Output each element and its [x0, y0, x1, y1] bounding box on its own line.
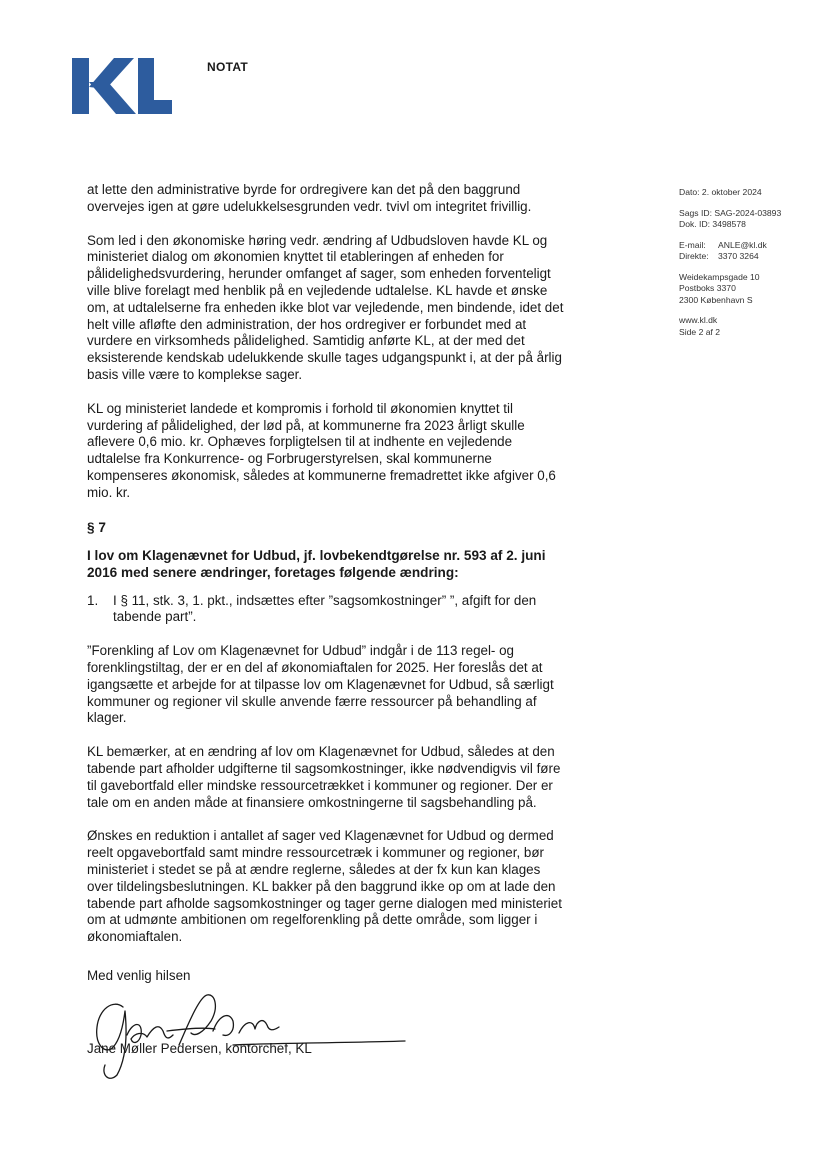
phone-value: 3370 3264 [718, 251, 759, 261]
case-id: Sags ID: SAG-2024-03893 [679, 207, 782, 218]
date-line: Dato: 2. oktober 2024 [679, 187, 762, 197]
letter-body [87, 182, 565, 1065]
sidebar-details [679, 187, 819, 347]
phone-label: Direkte: [679, 251, 709, 261]
address-line: Weidekampsgade 10 [679, 271, 760, 282]
email-row [679, 240, 819, 252]
paragraph: KL og ministeriet landede et kompromis i forhold til økonomien knyttet til vurdering af pålidelighed, der lød på, at kommunerne fra 2023 årligt skulle aflevere 0,6 mio. kr. Ophæves forpligtelsen til at indhente en vejledende udtalelse fra Konkurrence- og Forbrugerstyrelsen, skal kommunerne kompenseres økonomisk, således at kommunerne fremadrettet ikke afgiver 0,6 mio. kr. [87, 400, 556, 500]
paragraph: Som led i den økonomiske høring vedr. ændring af Udbudsloven havde KL og ministeriet dialog om økonomien knyttet til etableringen af enheden for pålidelighedsvurdering, herunder omfanget af sager, som enheden forventeligt ville blive forelagt med henblik på en vejledende udtalelse. KL havde et ønske om, at udtalelserne fra enheden ikke blot var vejledende, men bindende, idet det helt ville afløfte den administration, der hos ordregiver er forbundet med at vurdere en virksomheds pålidelighed. Samtidig anførte KL, at der med det eksisterende kendskab udelukkende skulle tages udgangspunkt i, at der på årlig basis ville være to komplekse sager. [87, 232, 564, 382]
amendment-item [87, 593, 565, 627]
address-line: Postboks 3370 [679, 283, 736, 293]
closing: Med venlig hilsen [87, 967, 191, 983]
section-title: I lov om Klagenævnet for Udbud, jf. lovbekendtgørelse nr. 593 af 2. juni 2016 med senere ændringer, foretages følgende ændring: [87, 547, 546, 580]
signature-block [87, 989, 565, 1065]
kl-logo-graphic [72, 58, 172, 114]
signer-name: Jane Møller Pedersen, kontorchef, KL [87, 1040, 312, 1056]
document-id: Dok. ID: 3498578 [679, 219, 746, 229]
kl-logo [72, 58, 172, 114]
section-heading: § 7 [87, 519, 106, 535]
handwritten-signature [83, 971, 413, 1081]
document-type: NOTAT [207, 60, 249, 74]
address-line: 2300 København S [679, 294, 753, 305]
paragraph: at lette den administrative byrde for ordregivere kan det på den baggrund overvejes igen at gøre udelukkelsesgrunden vedr. tvivl om integritet frivillig. [87, 182, 532, 214]
item-text: I § 11, stk. 3, 1. pkt., indsættes efter ”sagsomkostninger” ”, afgift for den tabende part”. [113, 592, 537, 625]
item-number: 1. [87, 592, 99, 608]
paragraph: Ønskes en reduktion i antallet af sager ved Klagenævnet for Udbud og dermed reelt opgavebortfald samt mindre ressourcetræk i kommuner og regioner, bør ministeriet i stedet se på at ændre reglerne, således at der fx kun kan klages over tildelingsbeslutningen. KL bakker på den baggrund ikke op om at lade den tabende part afholde sagsomkostninger og tager gerne dialogen med ministeriet om at udmønte ambitionen om regelforenkling på dette område, som ligger i økonomiaftalen. [87, 828, 562, 945]
paragraph: ”Forenkling af Lov om Klagenævnet for Udbud” indgår i de 113 regel- og forenklingstiltag, der er en del af økonomiaftalen for 2025. Her foreslås det at igangsætte et arbejde for at tilpasse lov om Klagenævnet for Udbud, så særligt kommuner og regioner vil skulle anvende færre ressourcer på behandling af klager. [87, 643, 554, 726]
email-link[interactable]: ANLE@kl.dk [718, 239, 767, 250]
phone-row [679, 251, 819, 263]
page-number: Side 2 af 2 [679, 326, 721, 337]
email-label: E-mail: [679, 239, 706, 250]
paragraph: KL bemærker, at en ændring af lov om Klagenævnet for Udbud, således at den tabende part afholder udgifterne til sagsomkostninger, ikke nødvendigvis vil føre til gavebortfald eller mindske ressourcetrækket i kommuner og regioner. Der er tale om en anden måde at finansiere omkostningerne til sagsbehandling på. [87, 744, 561, 810]
website-link[interactable]: www.kl.dk [679, 315, 718, 325]
